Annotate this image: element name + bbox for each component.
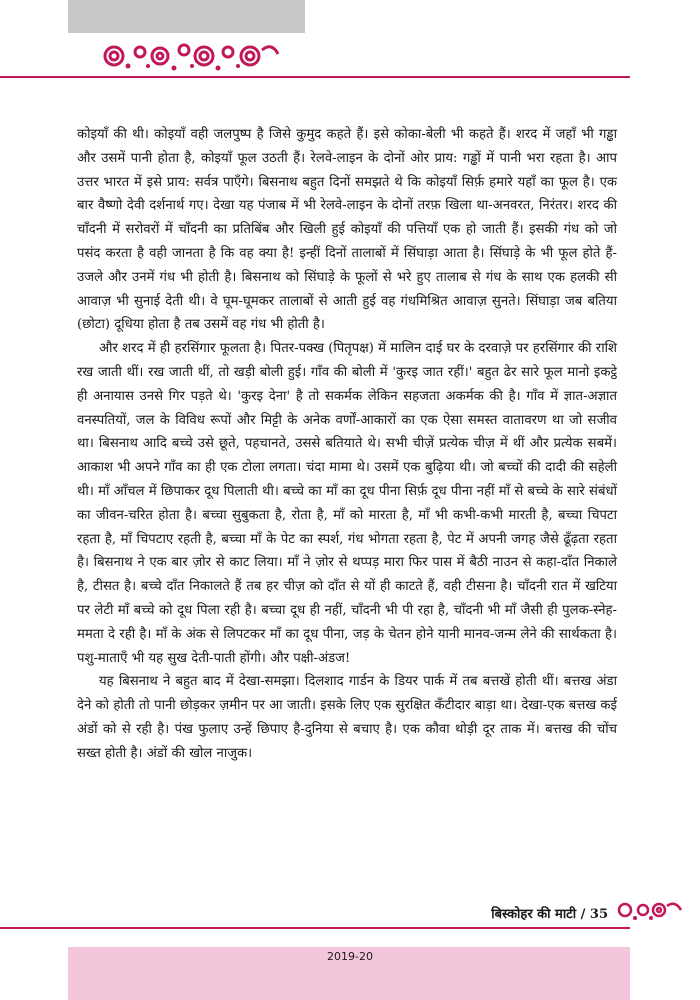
header-gray-band <box>68 0 305 33</box>
header-rule <box>0 76 630 78</box>
paragraph-2: और शरद में ही हरसिंगार फूलता है। पितर-पक्ख (पितृपक्ष) में मालिन दाई घर के दरवाज़े पर हरसिंगार की राशि रख जाती थीं। रख जाती थीं, तो खड़ी बोली हुई। गाँव की बोली में 'कुरइ जात रहीं।' बहुत ढेर सारे फूल मानो इकट्ठे ही अनायास उनसे गिर पड़ते थे। 'कुरइ देना' है तो सकर्मक लेकिन सहजता अकर्मक की है। गाँव में ज्ञात-अज्ञात वनस्पतियों, जल के विविध रूपों और मिट्टी के अनेक वर्णों-आकारों का एक ऐसा समस्त वातावरण था जो सजीव था। बिसनाथ आदि बच्चे उसे छूते, पहचानते, उससे बतियाते थे। सभी चीज़ें प्रत्येक चीज़ में थीं और प्रत्येक सबमें। आकाश भी अपने गाँव का ही एक टोला लगता। चंदा मामा थे। उसमें एक बुढ़िया थी। जो बच्चों की दादी की सहेली थी। माँ आँचल में छिपाकर दूध पिलाती थी। बच्चे का माँ का दूध पीना सिर्फ़ दूध पीना नहीं माँ से बच्चे के सारे संबंधों का जीवन-चरित होता है। बच्चा सुबुकता है, रोता है, माँ को मारता है, माँ भी कभी-कभी मारती है, बच्चा चिपटा रहता है, माँ चिपटाए रहती है, बच्चा माँ के पेट का स्पर्श, गंध भोगता रहता है, पेट में अपनी जगह जैसे ढूँढ़ता रहता है। बिसनाथ ने एक बार ज़ोर से काट लिया। माँ ने ज़ोर से थप्पड़ मारा फिर पास में बैठी नाउन से कहा-दाँत निकाले है, टीसत है। बच्चे दाँत निकालते हैं तब हर चीज़ को दाँत से यों ही काटते हैं, वही टीसना है। चाँदनी रात में खटिया पर लेटी माँ बच्चे को दूध पिला रही है। बच्चा दूध ही नहीं, चाँदनी भी पी रहा है, चाँदनी भी माँ जैसी ही पुलक-स्नेह-ममता दे रही है। माँ के अंक से लिपटकर माँ का दूध पीना, जड़ के चेतन होने यानी मानव-जन्म लेने की सार्थकता है। पशु-माताएँ भी यह सुख देती-पाती होंगी। और पक्षी-अंडज! <box>77 341 617 666</box>
body-text <box>77 123 617 766</box>
paragraph-1: कोइयाँ की थी। कोइयाँ वही जलपुष्प है जिसे कुमुद कहते हैं। इसे कोका-बेली भी कहते हैं। शरद में जहाँ भी गड्ढा और उसमें पानी होता है, कोइयाँ फूल उठती हैं। रेलवे-लाइन के दोनों ओर प्राय: गड्ढों में पानी भरा रहता है। आप उत्तर भारत में इसे प्राय: सर्वत्र पाएँगे। बिसनाथ बहुत दिनों समझते थे कि कोइयाँ सिर्फ़ हमारे यहाँ का फूल है। एक बार वैष्णो देवी दर्शनार्थ गए। देखा यह पंजाब में भी रेलवे-लाइन के दोनों तरफ़ खिला था-अनवरत, निरंतर। शरद की चाँदनी में सरोवरों में चाँदनी का प्रतिबिंब और खिली हुई कोइयाँ की पत्तियाँ एक हो जाती हैं। इसकी गंध को जो पसंद करता है वही जानता है कि वह क्या है! इन्हीं दिनों तालाबों में सिंघाड़ा आता है। सिंघाड़े के भी फूल होते हैं-उजले और उनमें गंध भी होती है। बिसनाथ को सिंघाड़े के फूलों से भरे हुए तालाब से गंध के साथ एक हलकी सी आवाज़ भी सुनाई देती थी। वे घूम-घूमकर तालाबों से आती हुई वह गंधमिश्रित आवाज़ सुनते। सिंघाड़ा जब बतिया (छोटा) दूधिया होता है तब उसमें वह गंध भी होती है। <box>77 127 617 333</box>
edition-year: 2019-20 <box>327 950 373 963</box>
decorative-ornament-footer <box>615 898 685 922</box>
decorative-ornament-top <box>100 36 280 76</box>
footer-rule <box>0 927 630 929</box>
paragraph-3: यह बिसनाथ ने बहुत बाद में देखा-समझा। दिलशाद गार्डन के डियर पार्क में तब बत्तखें होती थीं। बत्तख अंडा देने को होती तो पानी छोड़कर ज़मीन पर आ जाती। इसके लिए एक सुरक्षित कँटीदार बाड़ा था। देखा-एक बत्तख कई अंडों को से रही है। पंख फुलाए उन्हें छिपाए है-दुनिया से बचाए है। एक कौवा थोड़ी दूर ताक में। बत्तख की चोंच सख्त होती है। अंडों की खोल नाजुक। <box>77 674 617 761</box>
page-footer-title: बिस्कोहर की माटी / 35 <box>491 907 608 922</box>
